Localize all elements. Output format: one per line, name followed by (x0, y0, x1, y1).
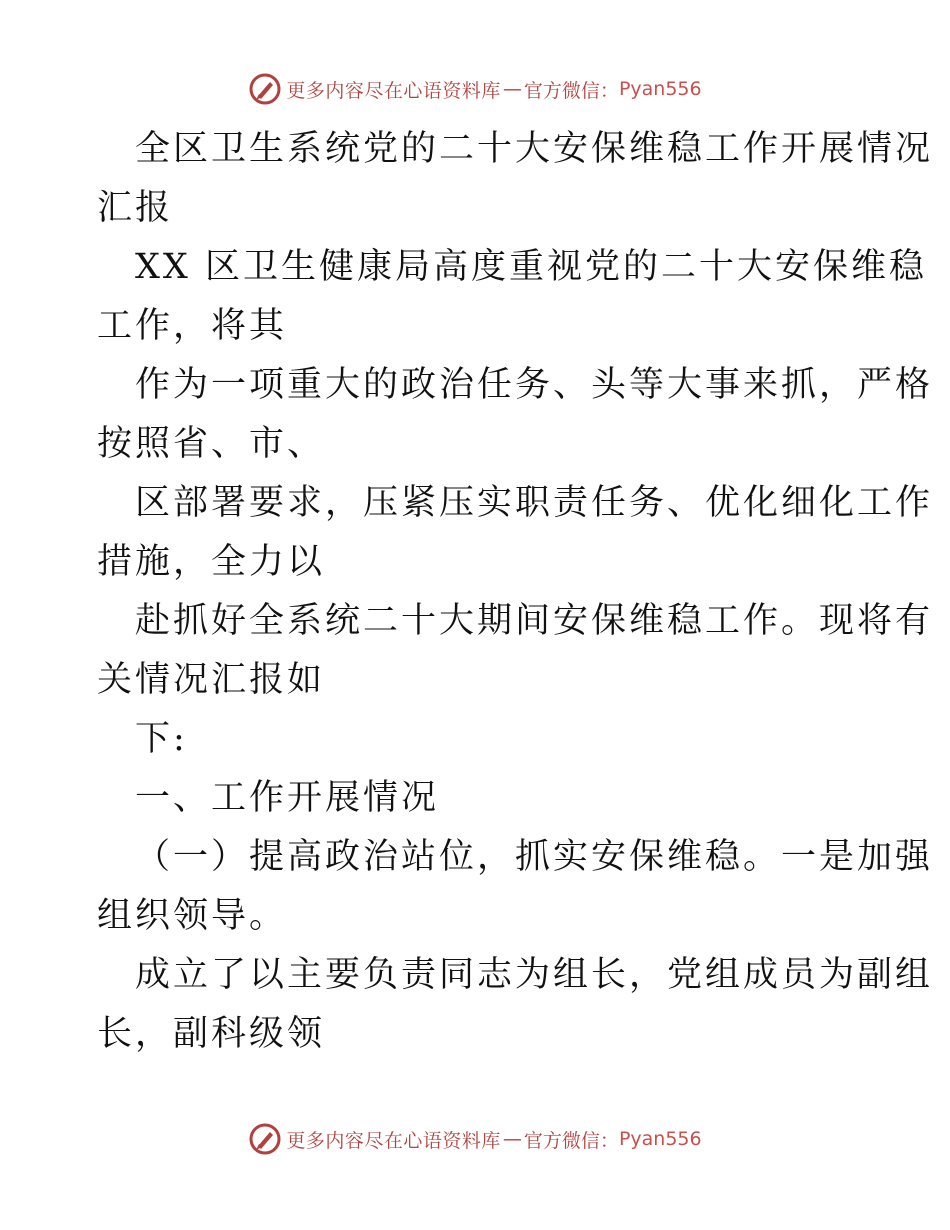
section-heading: 一、工作开展情况 (135, 778, 440, 818)
paragraph-line: 按照省、市、 (97, 424, 326, 464)
paragraph-line: 成立了以主要负责同志为组长，党组成员为副组 (135, 955, 934, 995)
watermark-label: 官方微信： (523, 79, 619, 102)
paragraph-line: 区部署要求，压紧压实职责任务、优化细化工作 (135, 483, 934, 523)
watermark-wechat-id: Pyan556 (618, 78, 702, 100)
paragraph-line: XX 区卫生健康局高度重视党的二十大安保维稳 (135, 247, 927, 287)
paragraph-line: 下: (135, 719, 188, 759)
pen-seal-logo-icon (248, 72, 282, 106)
paragraph-line: 作为一项重大的政治任务、头等大事来抓，严格 (135, 365, 934, 405)
watermark-wechat-id: Pyan556 (618, 1128, 702, 1150)
watermark-header (0, 72, 950, 106)
watermark-text: 更多内容尽在心语资料库 (286, 1129, 501, 1152)
paragraph-line: 工作，将其 (97, 306, 288, 346)
title-line-2: 汇报 (97, 188, 174, 228)
paragraph-line: 赴抓好全系统二十大期间安保维稳工作。现将有 (135, 601, 934, 641)
paragraph-line: 组织领导。 (97, 896, 288, 936)
title-line-1: 全区卫生系统党的二十大安保维稳工作开展情况 (135, 129, 934, 169)
watermark-separator: — (502, 1128, 522, 1150)
watermark-label: 官方微信： (523, 1129, 619, 1152)
pen-seal-logo-icon (248, 1122, 282, 1156)
paragraph-line: 长，副科级领 (97, 1014, 326, 1054)
document-body (97, 120, 934, 1064)
watermark-text: 更多内容尽在心语资料库 (286, 79, 501, 102)
paragraph-line: 措施，全力以 (97, 542, 326, 582)
paragraph-line: 关情况汇报如 (97, 660, 326, 700)
subsection-heading: （一）提高政治站位，抓实安保维稳。一是加强 (135, 837, 934, 877)
watermark-separator: — (502, 78, 522, 100)
watermark-footer (0, 1122, 950, 1156)
